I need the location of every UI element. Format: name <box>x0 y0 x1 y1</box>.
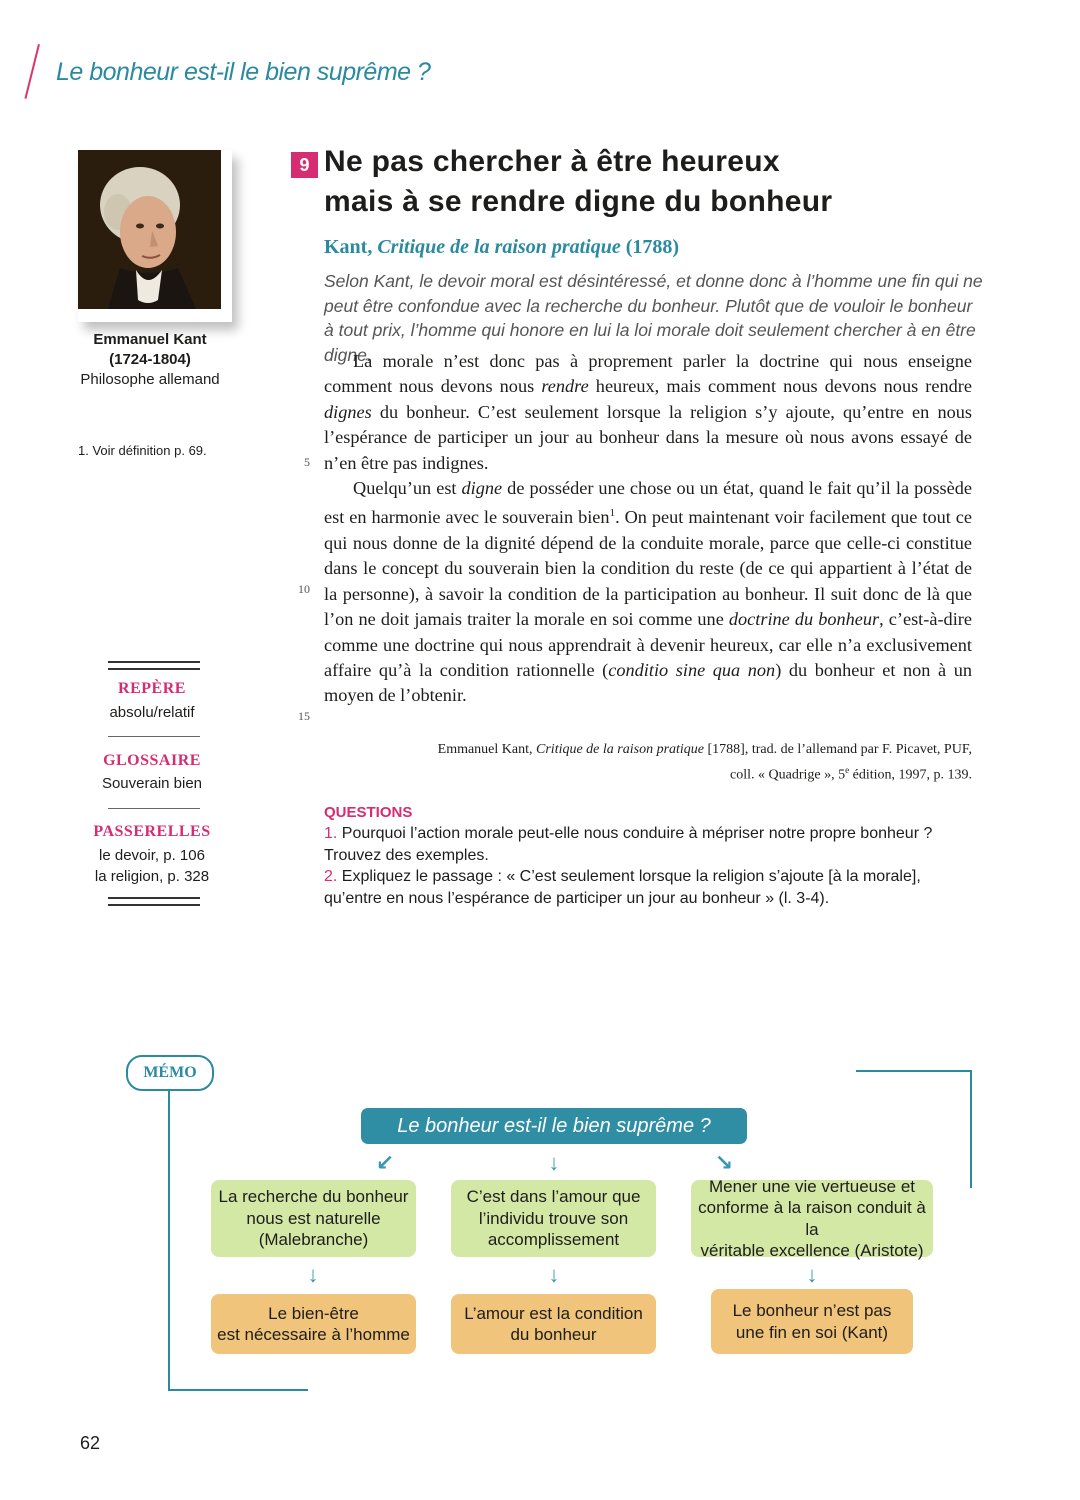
memo-frame-right <box>970 1070 972 1188</box>
paragraph-2: Quelqu’un est digne de posséder une chose ou un état, quand le fait qu’il la possède est en harmonie avec le souverain bien$^1$. On peut maintenant voir facilement que tout ce qui nous donne de la dignité dépend de la conduite morale, parce que celle-ci constitue dans le concept du souverain bien la condition du reste (de ce qui appartient à l’état de la personne), à savoir la condition de la participation au bonheur. Il suit donc de là que l’on ne doit jamais traiter la morale en soi comme une doctrine du bonheur, c’est-à-dire comme une doctrine qui nous apprendrait à devenir heureux, car elle n’a exclusivement affaire qu’à la condition rationnelle (conditio sine qua non) du bonheur et non à un moyen de l’obtenir. <box>324 478 973 706</box>
header-slash <box>24 44 39 99</box>
kant-portrait <box>78 150 221 309</box>
memo-green-box-2: C’est dans l’amour que l’individu trouve son accomplissement <box>451 1180 656 1257</box>
repere-link[interactable]: absolu/relatif <box>109 704 195 721</box>
arrow-down-icon: ↓ <box>548 1150 560 1175</box>
text-title-line1: Ne pas chercher à être heureux <box>324 145 780 178</box>
arrow-down-icon: ↓ <box>307 1262 319 1287</box>
author-caption <box>60 330 240 390</box>
citation: Emmanuel Kant, Critique de la raison pratique [1788], trad. de l’allemand par F. Picavet, PUF, coll. « Quadrige », 5e édition, 1997, p. 139. <box>437 742 972 783</box>
chapter-title: Le bonheur est-il le bien suprême ? <box>56 58 431 86</box>
memo-frame-left <box>168 1089 170 1390</box>
arrow-down-right-icon: ↘ <box>714 1150 734 1175</box>
repere-label: REPÈRE <box>118 680 186 697</box>
passerelles-link-devoir[interactable]: le devoir, p. 106 <box>99 847 205 864</box>
text-body <box>324 349 972 709</box>
memo-orange-box-1: Le bien-être est nécessaire à l’homme <box>211 1294 416 1354</box>
text-title <box>324 142 844 222</box>
text-title-line2: mais à se rendre digne du bonheur <box>324 185 833 218</box>
sidebar-rule-top <box>108 661 200 670</box>
memo-green-box-3: Mener une vie vertueuse et conforme à la raison conduit à la véritable excellence (Aristote) <box>691 1180 933 1257</box>
paragraph-1: La morale n’est donc pas à proprement parler la doctrine qui nous enseigne comment nous devons nous rendre heureux, mais comment nous devons nous rendre dignes du bonheur. C’est seulement lorsque la religion s’y ajoute, qu’entre en nous l’espérance de participer un jour au bonheur dans la mesure où nous avons essayé de n’en être pas indignes. <box>324 351 972 473</box>
glossaire-link[interactable]: Souverain bien <box>101 775 203 792</box>
text-number-badge: 9 <box>291 152 318 178</box>
sidebar-divider-1 <box>108 736 200 737</box>
footnote-ref: 1 <box>609 507 616 520</box>
memo-green-box-1: La recherche du bonheur nous est naturelle (Malebranche) <box>211 1180 416 1257</box>
page-number: 62 <box>80 1433 101 1453</box>
text-intro: Selon Kant, le devoir moral est désintéressé, et donne donc à l’homme une fin qui ne peut être confondue avec la recherche du bonheur. Plutôt que de vouloir le bonheur à tout prix, l’homme qui honore en lui la loi morale doit seulement chercher à en être digne. <box>324 271 983 365</box>
question-1: 1. Pourquoi l’action morale peut-elle nous conduire à mépriser notre propre bonheur ? Trouvez des exemples. <box>324 825 933 864</box>
glossaire-label: GLOSSAIRE <box>103 752 201 769</box>
memo-title: Le bonheur est-il le bien suprême ? <box>361 1108 747 1144</box>
passerelles-link-religion[interactable]: la religion, p. 328 <box>94 868 210 885</box>
source-year: (1788) <box>620 236 680 258</box>
text-source <box>324 236 679 259</box>
source-work: Critique de la raison pratique <box>377 236 621 258</box>
source-author: Kant, <box>324 236 378 258</box>
sidebar-rule-bottom <box>108 897 200 906</box>
sidebar-divider-2 <box>108 808 200 809</box>
passerelles-label: PASSERELLES <box>93 823 211 840</box>
memo-orange-box-2: L’amour est la condition du bonheur <box>451 1294 656 1354</box>
memo-orange-box-3: Le bonheur n’est pas une fin en soi (Kant) <box>711 1289 913 1354</box>
memo-frame-bottom <box>168 1389 308 1391</box>
line-number-15: 15 <box>298 709 310 723</box>
author-description: Philosophe allemand <box>80 371 220 388</box>
author-name: Emmanuel Kant <box>93 331 207 348</box>
question-2: 2. Expliquez le passage : « C’est seulement lorsque la religion s’ajoute [à la morale], qu’entre en nous l’espérance de participer un jour au bonheur » (l. 3-4). <box>324 868 921 907</box>
line-number-10: 10 <box>298 582 310 596</box>
arrow-down-icon: ↓ <box>806 1262 818 1287</box>
footnote: 1. Voir définition p. 69. <box>78 443 207 458</box>
author-dates: (1724-1804) <box>109 351 191 368</box>
line-number-5: 5 <box>304 455 310 469</box>
questions-label: QUESTIONS <box>324 804 413 821</box>
questions-list <box>324 823 964 909</box>
memo-badge: MÉMO <box>126 1055 214 1091</box>
arrow-down-left-icon: ↙ <box>375 1150 395 1175</box>
arrow-down-icon: ↓ <box>548 1262 560 1287</box>
memo-frame-top <box>856 1070 972 1072</box>
